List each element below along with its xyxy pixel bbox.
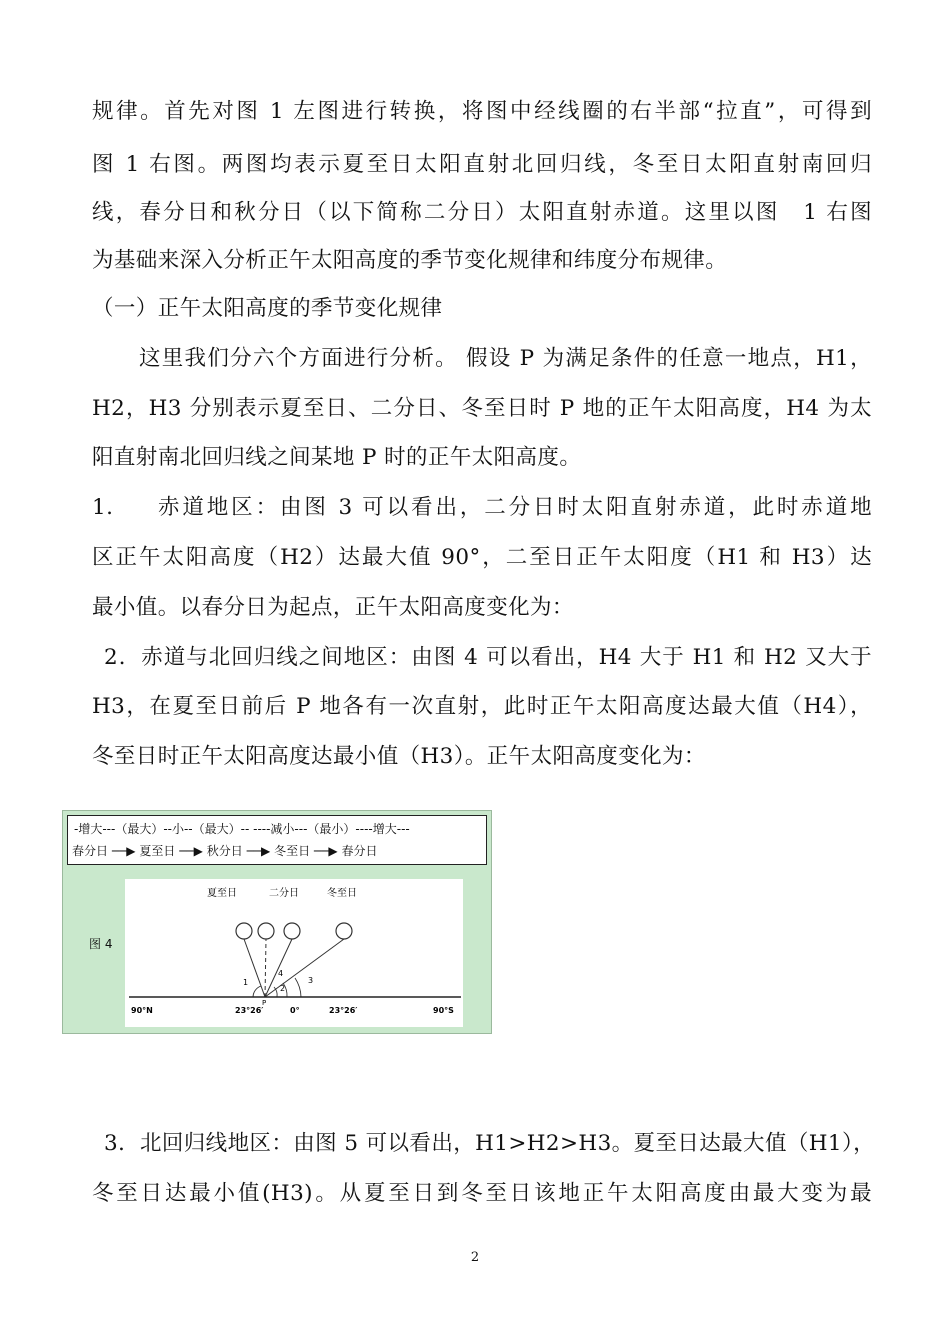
body-line-4: 为基础来深入分析正午太阳高度的季节变化规律和纬度分布规律。	[92, 248, 728, 273]
sun-winter-icon	[336, 923, 352, 939]
ray-winter	[265, 939, 344, 997]
season-spring-2: 春分日	[341, 844, 378, 858]
body-line-10: 区正午太阳高度（H2）达最大值 90°，二至日正午太阳度（H1 和 H3）达	[92, 545, 872, 570]
arrow-icon: ──▶	[179, 844, 203, 858]
season-spring: 春分日	[72, 844, 109, 858]
angle-label-1: 1	[243, 978, 249, 987]
body-line-13: H3，在夏至日前后 P 地各有一次直射，此时正午太阳高度达最大值（H4），	[92, 694, 872, 719]
body-line-2: 图 1 右图。两图均表示夏至日太阳直射北回归线，冬至日太阳直射南回归	[92, 152, 872, 177]
section-heading: （一）正午太阳高度的季节变化规律	[92, 296, 443, 321]
trend-row: -增大---（最大）--小--（最大）-- ----减小---（最小）----增大---	[74, 822, 410, 836]
body-line-15: 3．北回归线地区：由图 5 可以看出，H1>H2>H3。夏至日达最大值（H1），	[104, 1131, 876, 1156]
axis-label-tropic-n: 23°26′	[235, 1006, 264, 1015]
sun-label-winter: 冬至日	[327, 888, 357, 899]
season-summer: 夏至日	[139, 844, 176, 858]
sun-summer-icon	[236, 923, 252, 939]
season-row	[72, 842, 377, 859]
axis-label-90s: 90°S	[433, 1006, 454, 1015]
body-line-11: 最小值。以春分日为起点，正午太阳高度变化为：	[92, 595, 574, 620]
sun-equinox-icon	[284, 923, 300, 939]
angle-label-3: 3	[308, 976, 314, 985]
angle-label-2: 2	[280, 984, 286, 993]
angle-arc-1	[253, 986, 261, 997]
axis-label-90n: 90°N	[131, 1006, 153, 1015]
arrow-icon: ──▶	[313, 844, 338, 858]
arrow-icon: ──▶	[111, 844, 136, 858]
sun-label-summer: 夏至日	[207, 888, 237, 899]
angle-arc-3	[295, 978, 301, 997]
ray-p	[265, 939, 266, 997]
axis-label-tropic-s: 23°26′	[329, 1006, 358, 1015]
body-line-7: H2，H3 分别表示夏至日、二分日、冬至日时 P 地的正午太阳高度，H4 为太	[92, 396, 872, 421]
body-line-14: 冬至日时正午太阳高度达最小值（H3）。正午太阳高度变化为：	[92, 744, 706, 769]
ray-equinox	[265, 939, 292, 997]
arrow-icon: ──▶	[246, 844, 271, 858]
angle-label-4: 4	[278, 969, 284, 978]
sun-label-equinox: 二分日	[269, 888, 299, 899]
point-label-p: P	[262, 999, 267, 1007]
sun-angle-diagram	[125, 879, 463, 1027]
sun-p-icon	[258, 923, 274, 939]
sun-angle-svg	[125, 879, 463, 1027]
season-trend-box	[67, 815, 487, 865]
body-line-16: 冬至日达最小值(H3)。从夏至日到冬至日该地正午太阳高度由最大变为最	[92, 1181, 872, 1206]
body-line-12: 2．赤道与北回归线之间地区：由图 4 可以看出，H4 大于 H1 和 H2 又大于	[104, 645, 872, 670]
figure-label: 图 4	[89, 937, 113, 951]
body-line-8: 阳直射南北回归线之间某地 P 时的正午太阳高度。	[92, 445, 582, 470]
body-line-3: 线，春分日和秋分日（以下简称二分日）太阳直射赤道。这里以图 1 右图	[92, 200, 872, 225]
ray-summer	[244, 939, 265, 997]
list-number-1: 1.	[92, 495, 114, 520]
season-autumn: 秋分日	[206, 844, 243, 858]
season-winter: 冬至日	[274, 844, 311, 858]
figure-4	[62, 810, 492, 1034]
body-line-1: 规律。首先对图 1 左图进行转换，将图中经线圈的右半部“拉直”，可得到	[92, 99, 872, 124]
body-line-6: 这里我们分六个方面进行分析。 假设 P 为满足条件的任意一地点，H1，	[139, 346, 872, 371]
page-number: 2	[470, 1250, 480, 1265]
body-line-9: 赤道地区：由图 3 可以看出，二分日时太阳直射赤道，此时赤道地	[158, 495, 872, 520]
axis-label-equator: 0°	[290, 1006, 300, 1015]
